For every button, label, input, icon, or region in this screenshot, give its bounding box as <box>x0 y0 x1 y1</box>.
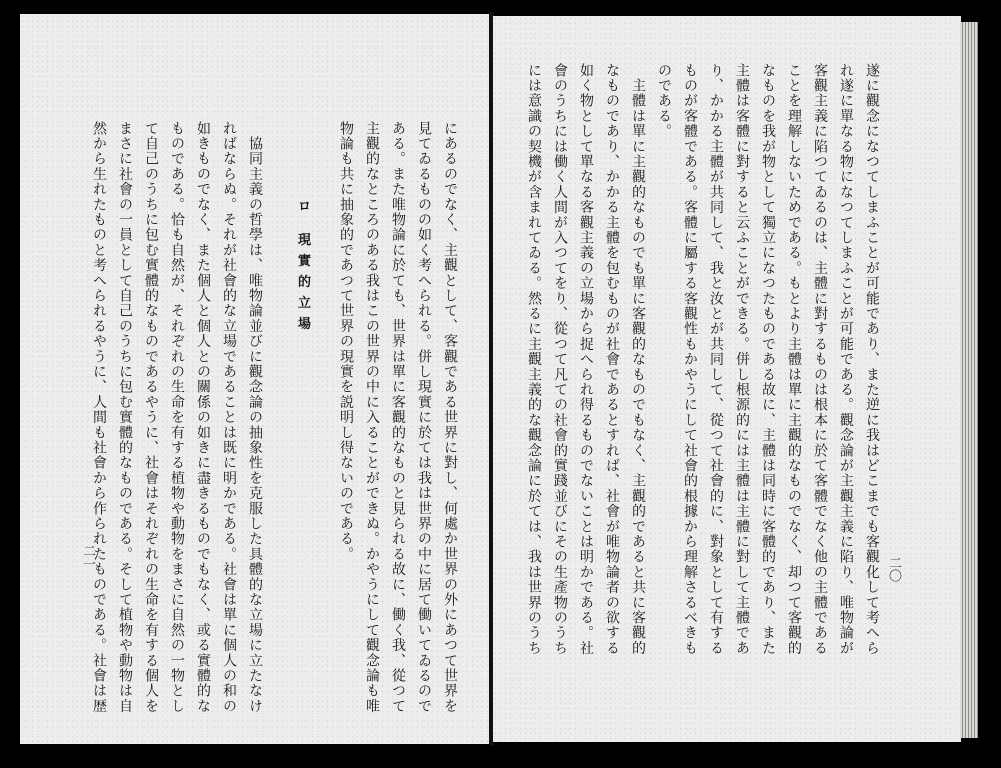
right-paragraph-2 <box>521 63 651 683</box>
text-line: 然から生れたものと考へられるやうに、人間も社會から作られたものである。社會は歴 <box>91 121 107 714</box>
text-line: のである。 <box>656 63 672 139</box>
text-line: なものを我が物として獨立になつたものである故に、主體は同時に客體的であり、また <box>760 63 776 656</box>
text-line: り、かかる主體が共同して、我と汝とが共同して、從つて社會的に、對象として有する <box>708 63 724 656</box>
text-line: ことを理解しないためである。もとより主體は單に主觀的なものでなく、却つて客觀的 <box>786 63 802 656</box>
left-paragraph-1 <box>333 121 463 714</box>
right-paragraph-1 <box>651 63 885 683</box>
text-line: ものである。恰も自然が、それぞれの生命を有する植物や動物をまさに自然の一物とし <box>169 121 185 714</box>
text-line: 會のうちには働く人間が入つてをり、從つて凡ての社會的實踐並びにその生產物のうち <box>552 63 568 656</box>
text-line: 主體は單に主觀的なものでも單に客觀的なものでもなく、主觀的であると共に客觀的 <box>630 63 646 656</box>
text-line: 主觀的なところのある我はこの世界の中に入ることができぬ。かやうにして觀念論も唯 <box>364 121 380 714</box>
text-line: まさに社會の一員として自己のうちに包む實體的なものである。そして植物や動物は自 <box>117 121 133 714</box>
text-line: 主體は客體に對すると云ふことができる。併し根源的には主體は主體に對して主體であ <box>734 63 750 656</box>
section-heading: ロ 現實的立場 <box>295 199 310 338</box>
page-number: 二一 <box>80 544 95 570</box>
text-line: には意識の契機が含まれてゐる。然るに主觀主義的な觀念論に於ては、我は世界のうち <box>526 63 542 656</box>
text-line: 協同主義の哲學は、唯物論並びに觀念論の抽象性を克服した具體的な立場に立たなけ <box>247 121 263 714</box>
text-line: て自己のうちに包む實體的なものであるやうに、社會はそれぞれの生命を有する個人を <box>143 121 159 714</box>
left-page <box>20 14 490 744</box>
text-line: れ遂に單なる物になつてしまふことが可能である。觀念論が主觀主義に陷り、唯物論が <box>838 63 854 656</box>
right-page <box>493 16 961 742</box>
book-page-edges <box>960 22 978 738</box>
text-line: 客觀主義に陷つてゐるのは、主體に對するものは根本に於て客體でなく他の主體である <box>812 63 828 656</box>
text-line: ある。また唯物論に於ても、世界は單に客觀的なものと見られる故に、働く我、從つて <box>390 121 406 714</box>
text-line: 物論も共に抽象的であつて世界の現實を説明し得ないのである。 <box>338 121 354 562</box>
text-line: ものが客體である。客體に屬する客觀性もかやうにして社會的根據から理解さるべきも <box>682 63 698 656</box>
text-line: 見てゐるものの如く考へられる。併し現實に於ては我は世界の中に居て働いてゐるので <box>416 121 432 714</box>
page-number: 二〇 <box>886 556 901 582</box>
text-line: なものであり、かかる主體を包むものが社會であるとすれば、社會が唯物論者の欲する <box>604 63 620 656</box>
text-line: にあるのでなく、主觀として、客觀である世界に對し、何處か世界の外にあつて世界を <box>442 121 458 714</box>
text-line: ればならぬ。それが社會的な立場であることは既に明かである。社會は單に個人の和の <box>221 121 237 714</box>
left-paragraph-2 <box>86 121 268 714</box>
text-line: 如く物として單なる客觀主義の立場から捉へられ得るものでないことは明かである。社 <box>578 63 594 656</box>
text-line: 遂に觀念になつてしまふことが可能であり、また逆に我はどこまでも客觀化して考へら <box>864 63 880 656</box>
text-line: 如きものでなく、また個人と個人との關係の如きに盡きるものでもなく、或る實體的な <box>195 121 211 714</box>
